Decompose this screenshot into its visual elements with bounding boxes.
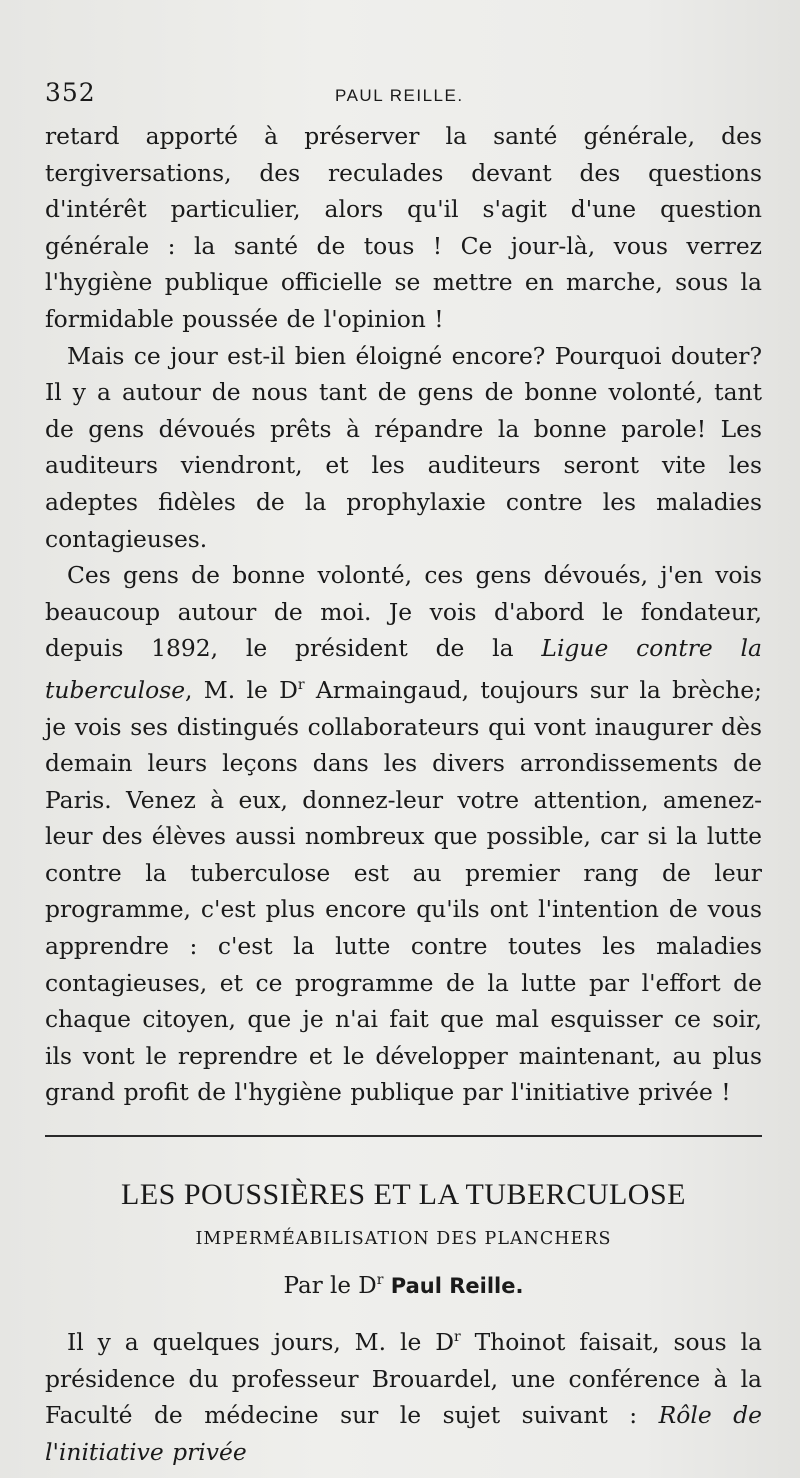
opening-text-b: Thoinot faisait, sous la présidence du professeur Brouardel, une conférence à la Faculté de médecine sur le sujet suivant : bbox=[45, 1328, 763, 1430]
section-subtitle: IMPERMÉABILISATION DES PLANCHERS bbox=[195, 1229, 612, 1250]
paragraph-3 bbox=[45, 557, 762, 1111]
paragraph-continued: retard apporté à préserver la santé générale, des tergiversations, des reculades devant des questions d'intérêt particulier, alors qu'il s'agit d'une question générale : la santé de tous ! Ce jour-là, vous verrez l'hygiène publique officielle se mettre en marche, sous la formidable poussée de l'opinion ! bbox=[45, 122, 762, 333]
paragraph-3-text-b: , M. le D bbox=[185, 675, 298, 704]
opening-text-a: Il y a quelques jours, M. le D bbox=[67, 1328, 454, 1357]
running-title: PAUL REILLE. bbox=[335, 86, 464, 105]
page-number: 352 bbox=[45, 78, 96, 107]
paragraph-3-text-a: Ces gens de bonne volonté, ces gens dévoués, j'en vois beaucoup autour de moi. Je vois d'abord le fondateur, depuis 1892, le président de la bbox=[45, 561, 762, 663]
opening-superscript: r bbox=[453, 1329, 461, 1346]
running-head bbox=[45, 78, 762, 118]
section-divider bbox=[45, 1135, 762, 1137]
doctor-superscript: r bbox=[297, 676, 305, 693]
paragraph-3-text-c: Armaingaud, toujours sur la brèche; je vois ses distingués collaborateurs qui vont inaugurer dès demain leurs leçons dans les divers arrondissements de Paris. Venez à eux, donnez-leur votre attention, amenez-leur des élèves aussi nombreux que possible, car si la lutte contre la tuberculose est au premier rang de leur programme, c'est plus encore qu'ils ont l'intention de vous apprendre : c'est la lutte contre toutes les maladies contagieuses, et ce programme de la lutte par l'effort de chaque citoyen, que je n'ai fait que mal esquisser ce soir, ils vont le reprendre et le développer maintenant, au plus grand profit de l'hygiène publique par l'initiative privée ! bbox=[45, 675, 762, 1107]
byline-prefix: Par le D bbox=[283, 1273, 377, 1300]
league-name: Ligue contre la tuberculose bbox=[45, 634, 762, 704]
byline-superscript: r bbox=[376, 1272, 384, 1289]
section-title: LES POUSSIÈRES ET LA TUBERCULOSE bbox=[121, 1178, 686, 1212]
lecture-title: Rôle de l'initiative privée bbox=[45, 1401, 762, 1466]
paragraph-2: Mais ce jour est-il bien éloigné encore? Pourquoi douter? Il y a autour de nous tant de gens de bonne volonté, tant de gens dévoués prêts à répandre la bonne parole! Les auditeurs viendront, et les auditeurs seront vite les adeptes fidèles de la prophylaxie contre les maladies contagieuses. bbox=[45, 341, 762, 553]
byline bbox=[45, 1265, 762, 1301]
article-opening-paragraph bbox=[45, 1319, 762, 1470]
byline-author: Paul Reille. bbox=[390, 1274, 524, 1299]
